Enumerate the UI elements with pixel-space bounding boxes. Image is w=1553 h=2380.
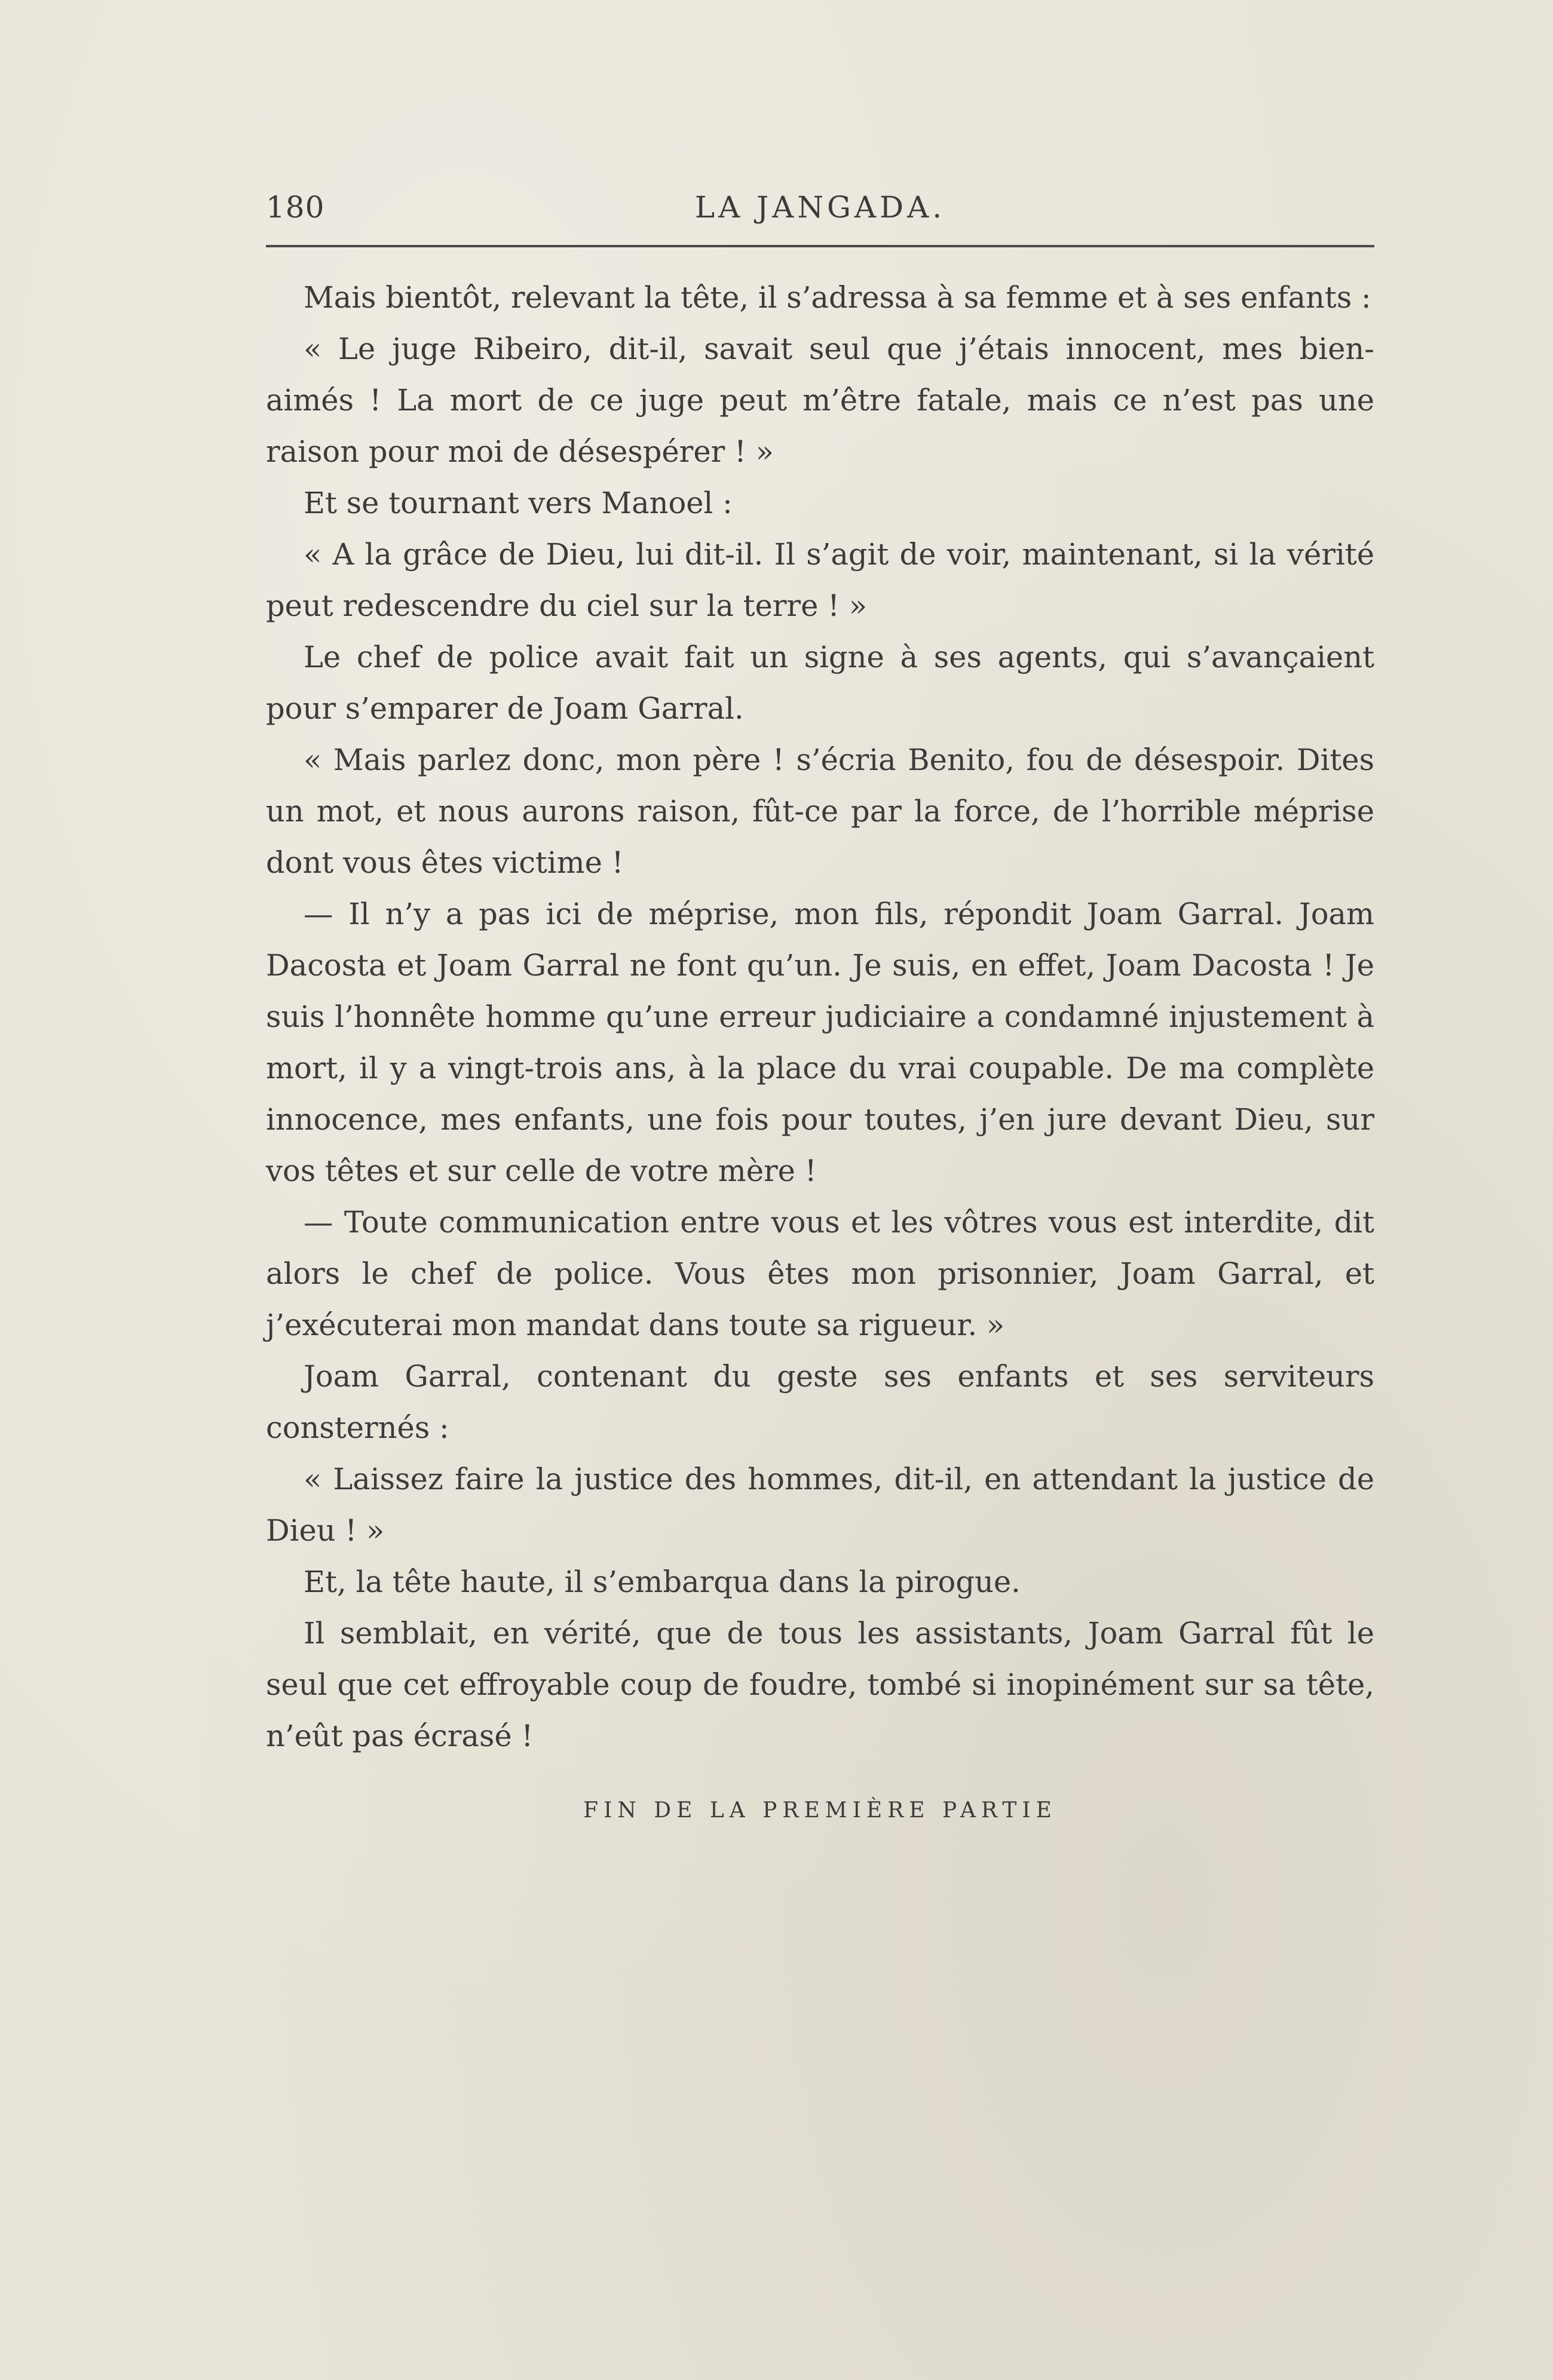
paragraph: Mais bientôt, relevant la tête, il s’adressa à sa femme et à ses enfants :: [304, 280, 1371, 315]
paragraph: Le chef de police avait fait un signe à ses agents, qui s’avançaient pour s’emparer de Joam Garral.: [266, 640, 1374, 726]
paragraph: Joam Garral, contenant du geste ses enfants et ses serviteurs consternés :: [266, 1359, 1374, 1445]
body-text: [266, 272, 1374, 1762]
page-header: [266, 185, 1374, 233]
paragraph: « Laissez faire la justice des hommes, dit-il, en attendant la justice de Dieu ! »: [266, 1462, 1374, 1548]
paragraph: — Il n’y a pas ici de méprise, mon fils, répondit Joam Garral. Joam Dacosta et Joam Garral ne font qu’un. Je suis, en effet, Joam Dacosta ! Je suis l’honnête homme qu’une erreur judiciaire a condamné injustement à mort, il y a vingt-trois ans, à la place du vrai coupable. De ma complète innocence, mes enfants, une fois pour toutes, j’en jure devant Dieu, sur vos têtes et sur celle de votre mère !: [266, 897, 1374, 1188]
running-title: LA JANGADA.: [694, 190, 946, 225]
paragraph: Et, la tête haute, il s’embarqua dans la pirogue.: [304, 1565, 1021, 1599]
end-of-part-note: FIN DE LA PREMIÈRE PARTIE: [583, 1798, 1057, 1823]
paragraph: « A la grâce de Dieu, lui dit-il. Il s’agit de voir, maintenant, si la vérité peut redescendre du ciel sur la terre ! »: [266, 537, 1374, 623]
page-number: 180: [266, 190, 325, 225]
paragraph: « Le juge Ribeiro, dit-il, savait seul que j’étais innocent, mes bien-aimés ! La mort de ce juge peut m’être fatale, mais ce n’est pas une raison pour moi de désespérer ! »: [266, 332, 1374, 469]
paragraph: « Mais parlez donc, mon père ! s’écria Benito, fou de désespoir. Dites un mot, et nous aurons raison, fût-ce par la force, de l’horrible méprise dont vous êtes victime !: [266, 743, 1374, 880]
paragraph: — Toute communication entre vous et les vôtres vous est interdite, dit alors le chef de police. Vous êtes mon prisonnier, Joam Garral, et j’exécuterai mon mandat dans toute sa rigueur. »: [266, 1205, 1374, 1342]
paragraph: Et se tournant vers Manoel :: [304, 486, 733, 520]
paragraph: Il semblait, en vérité, que de tous les assistants, Joam Garral fût le seul que cet effroyable coup de foudre, tombé si inopinément sur sa tête, n’eût pas écrasé !: [266, 1616, 1374, 1753]
header-rule: [266, 245, 1374, 247]
